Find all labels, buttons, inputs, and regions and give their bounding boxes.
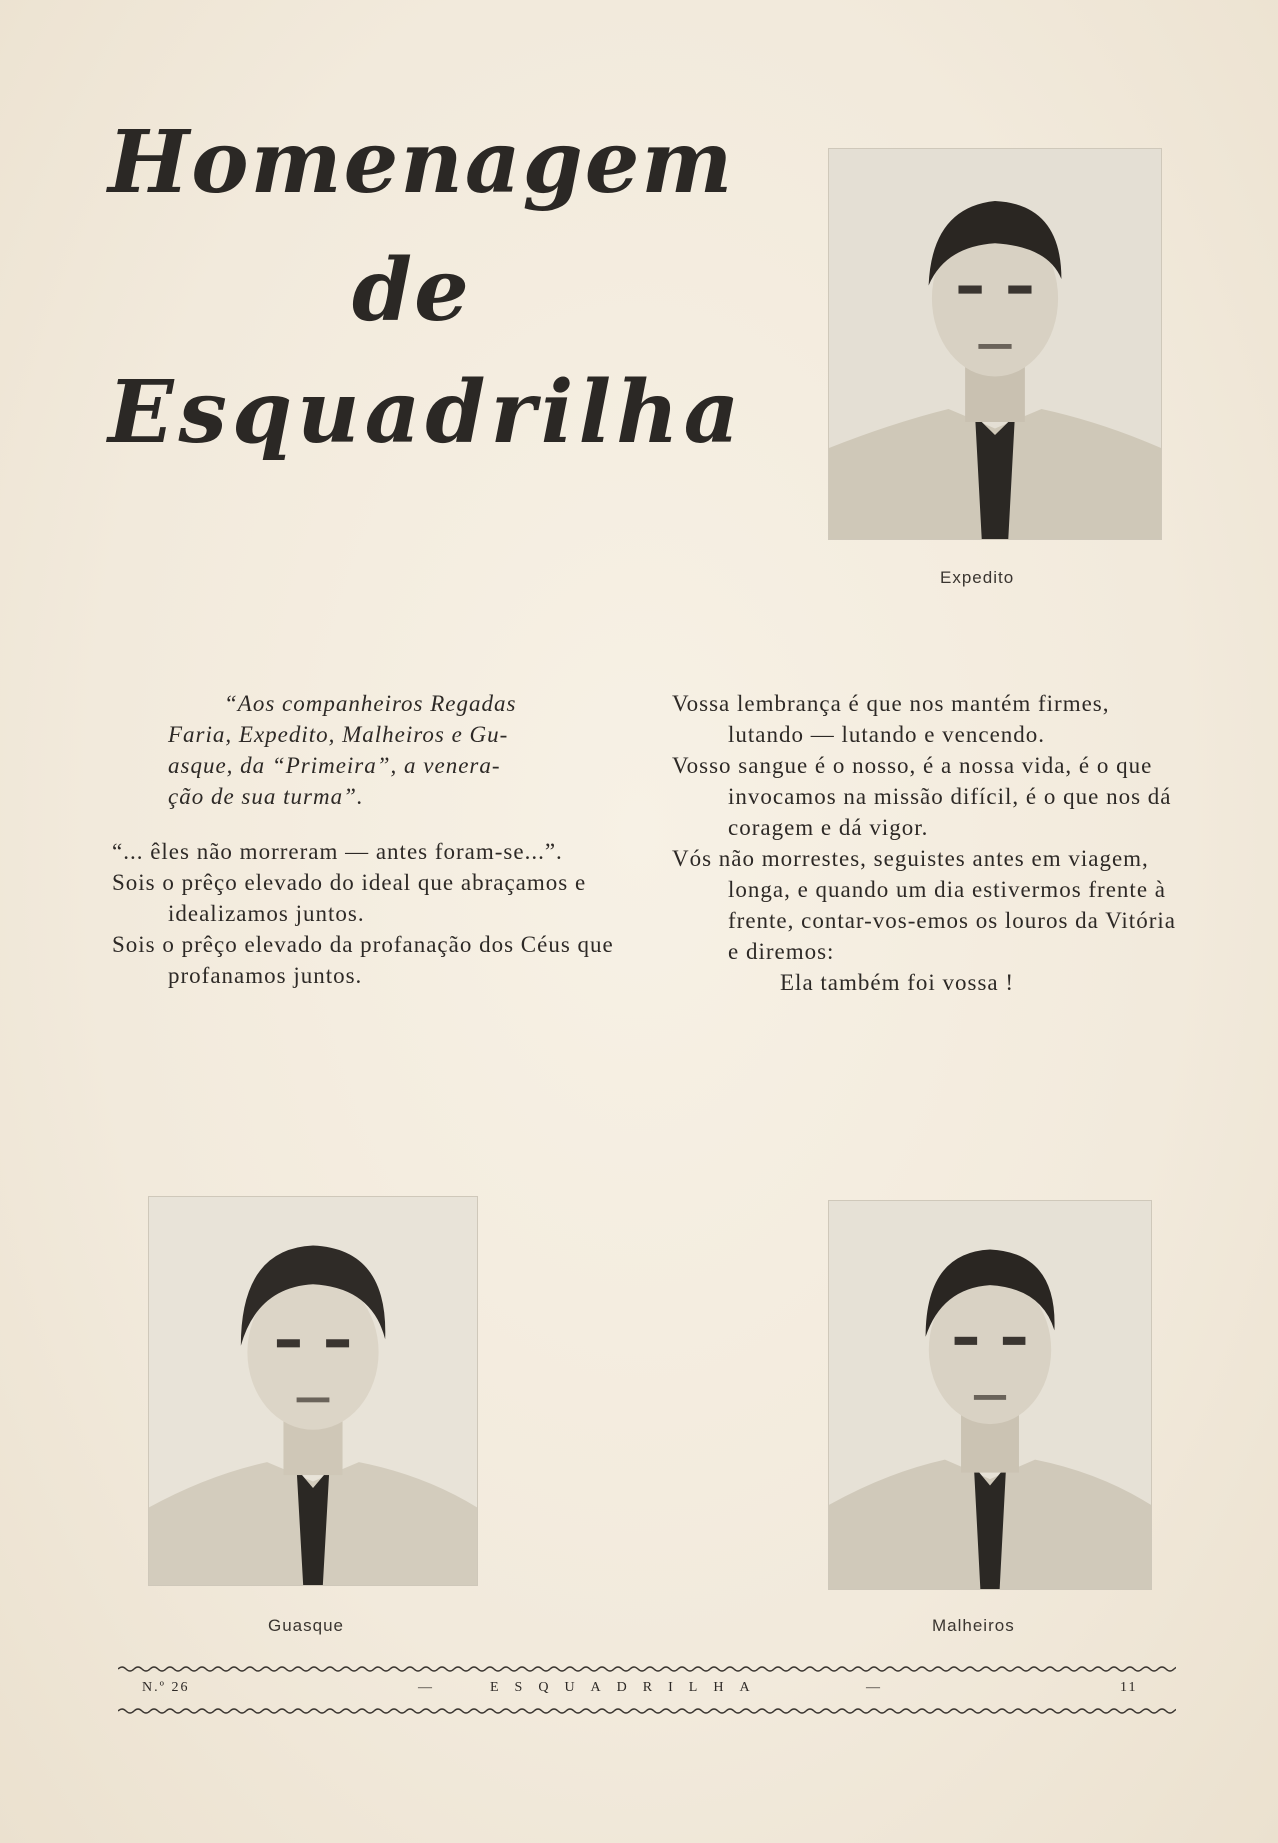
portrait-photo-guasque [148,1196,478,1586]
title-line-2: de [352,240,471,341]
caption-expedito: Expedito [940,568,1015,587]
title-line-1: Homenagem [108,112,735,213]
dedication-line: asque, da “Primeira”, a venera- [168,753,501,778]
paragraph: Sois o prêço elevado do ideal que abraçamos e idealizamos juntos. [112,870,587,926]
portrait-photo-expedito [828,148,1162,540]
paragraph: Vosso sangue é o nosso, é a nossa vida, é o que invocamos na missão difícil, é o que nos dá coragem e dá vigor. [672,753,1172,840]
closing-line: Ela também foi vossa ! [780,970,1015,995]
paragraph: Vossa lembrança é que nos mantém firmes, lutando — lutando e vencendo. [672,691,1110,747]
tribute-text-left [112,688,632,991]
wavy-rule-bottom [118,1706,1176,1716]
footer-dash: — [418,1680,434,1695]
dedication-quote [112,688,632,812]
tribute-text-right [672,688,1192,998]
paragraph: “... êles não morreram — antes foram-se...”. [112,839,563,864]
wavy-rule-top [118,1664,1176,1674]
footer-page-number: 11 [1120,1680,1138,1695]
portrait-photo-malheiros [828,1200,1152,1590]
footer-magazine-name: ESQUADRILHA [490,1680,766,1695]
footer-issue-number: N.º 26 [142,1680,190,1695]
title-line-3: Esquadrilha [108,362,745,463]
dedication-line: Faria, Expedito, Malheiros e Gu- [168,722,509,747]
caption-malheiros: Malheiros [932,1616,1015,1635]
caption-guasque: Guasque [268,1616,344,1635]
paragraph: Sois o prêço elevado da profanação dos Céus que profanamos juntos. [112,932,614,988]
dedication-line: ção de sua turma”. [168,784,364,809]
footer-dash: — [866,1680,882,1695]
dedication-line: “Aos companheiros Regadas [224,691,517,716]
paragraph: Vós não morrestes, seguistes antes em viagem, longa, e quando um dia estivermos frente à frente, contar-vos-emos os louros da Vitória e diremos: [672,846,1176,964]
